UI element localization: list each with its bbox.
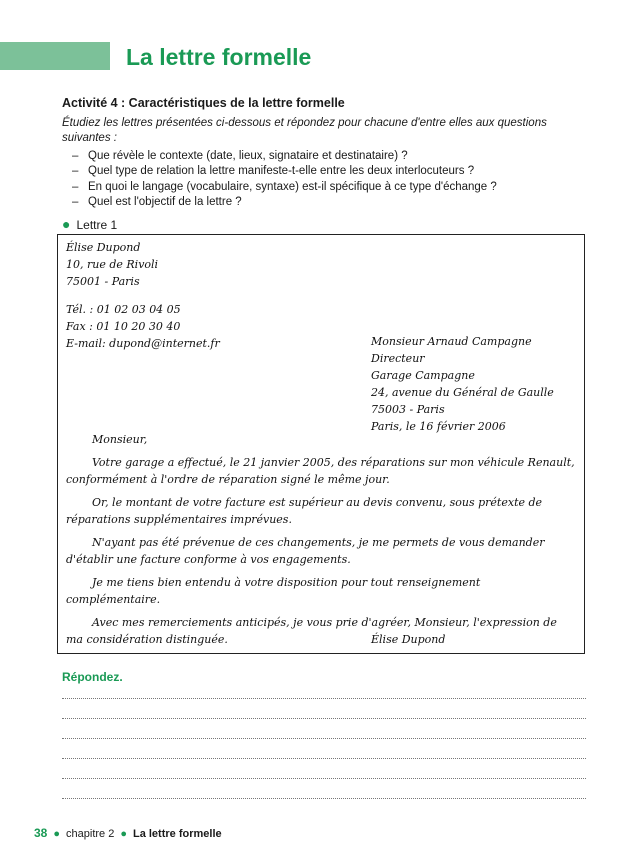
recipient-title: Directeur — [371, 352, 425, 365]
answer-line[interactable] — [62, 778, 586, 779]
recipient-city: 75003 - Paris — [371, 403, 445, 416]
bullet-icon: ● — [120, 828, 127, 840]
answer-line[interactable] — [62, 718, 586, 719]
page-title: La lettre formelle — [126, 44, 312, 70]
letter-label: ● Lettre 1 — [62, 216, 118, 232]
page-footer — [34, 826, 222, 840]
sender-phone: Tél. : 01 02 03 04 05 — [66, 303, 181, 316]
letter-paragraph: Avec mes remerciements anticipés, je vous prie d'agréer, Monsieur, l'expression de ma considération distinguée. — [66, 616, 557, 646]
letter-paragraph: N'ayant pas été prévenue de ces changements, je me permets de vous demander d'établir une facture conforme à vos engagements. — [66, 536, 545, 566]
sender-email: E-mail: dupond@internet.fr — [66, 337, 220, 350]
letter-paragraph: Votre garage a effectué, le 21 janvier 2005, des réparations sur mon véhicule Renault, conformément à l'ordre de réparation signé le même jour. — [66, 456, 575, 486]
bullet-icon: ● — [53, 828, 61, 840]
question-item: – Que révèle le contexte (date, lieux, signataire et destinataire) ? — [72, 150, 408, 162]
chapter-label: chapitre 2 — [66, 828, 115, 840]
sender-city: 75001 - Paris — [66, 275, 140, 288]
header-accent-bar — [0, 42, 110, 70]
section-label: La lettre formelle — [132, 828, 222, 840]
recipient-name: Monsieur Arnaud Campagne — [371, 335, 532, 348]
question-item: – En quoi le langage (vocabulaire, syntaxe) est-il spécifique à ce type d'échange ? — [72, 180, 497, 193]
contact-block — [66, 301, 220, 352]
letter-paragraph: Je me tiens bien entendu à votre disposition pour tout renseignement complémentaire. — [66, 576, 481, 606]
sender-fax: Fax : 01 10 20 30 40 — [66, 320, 181, 333]
bullet-icon: ● — [62, 216, 71, 232]
letter-body — [66, 431, 576, 654]
sender-name: Élise Dupond — [66, 241, 141, 254]
recipient-street: 24, avenue du Général de Gaulle — [371, 386, 554, 399]
question-list — [72, 149, 497, 211]
page-number: 38 — [34, 826, 48, 840]
salutation: Monsieur, — [92, 433, 148, 446]
signature: Élise Dupond — [371, 633, 446, 646]
question-item: – Quel type de relation la lettre manifeste-t-elle entre les deux interlocuteurs ? — [72, 165, 475, 178]
answer-line[interactable] — [62, 798, 586, 799]
recipient-block — [371, 333, 554, 435]
activity-instruction: Étudiez les lettres présentées ci-dessous et répondez pour chacune d'entre elles aux questions suivantes : — [62, 117, 547, 144]
answer-line[interactable] — [62, 758, 586, 759]
recipient-company: Garage Campagne — [371, 369, 475, 382]
sender-street: 10, rue de Rivoli — [66, 258, 159, 271]
activity-title: Activité 4 : Caractéristiques de la lettre formelle — [62, 96, 345, 110]
answer-label: Répondez. — [62, 670, 123, 684]
answer-line[interactable] — [62, 698, 586, 699]
sender-block — [66, 239, 158, 290]
letter-date: Paris, le 16 février 2006 — [371, 420, 506, 433]
letter-paragraph: Or, le montant de votre facture est supérieur au devis convenu, sous prétexte de réparations supplémentaires imprévues. — [66, 496, 543, 526]
question-item: – Quel est l'objectif de la lettre ? — [72, 196, 242, 209]
answer-line[interactable] — [62, 738, 586, 739]
letter-box — [57, 234, 585, 654]
